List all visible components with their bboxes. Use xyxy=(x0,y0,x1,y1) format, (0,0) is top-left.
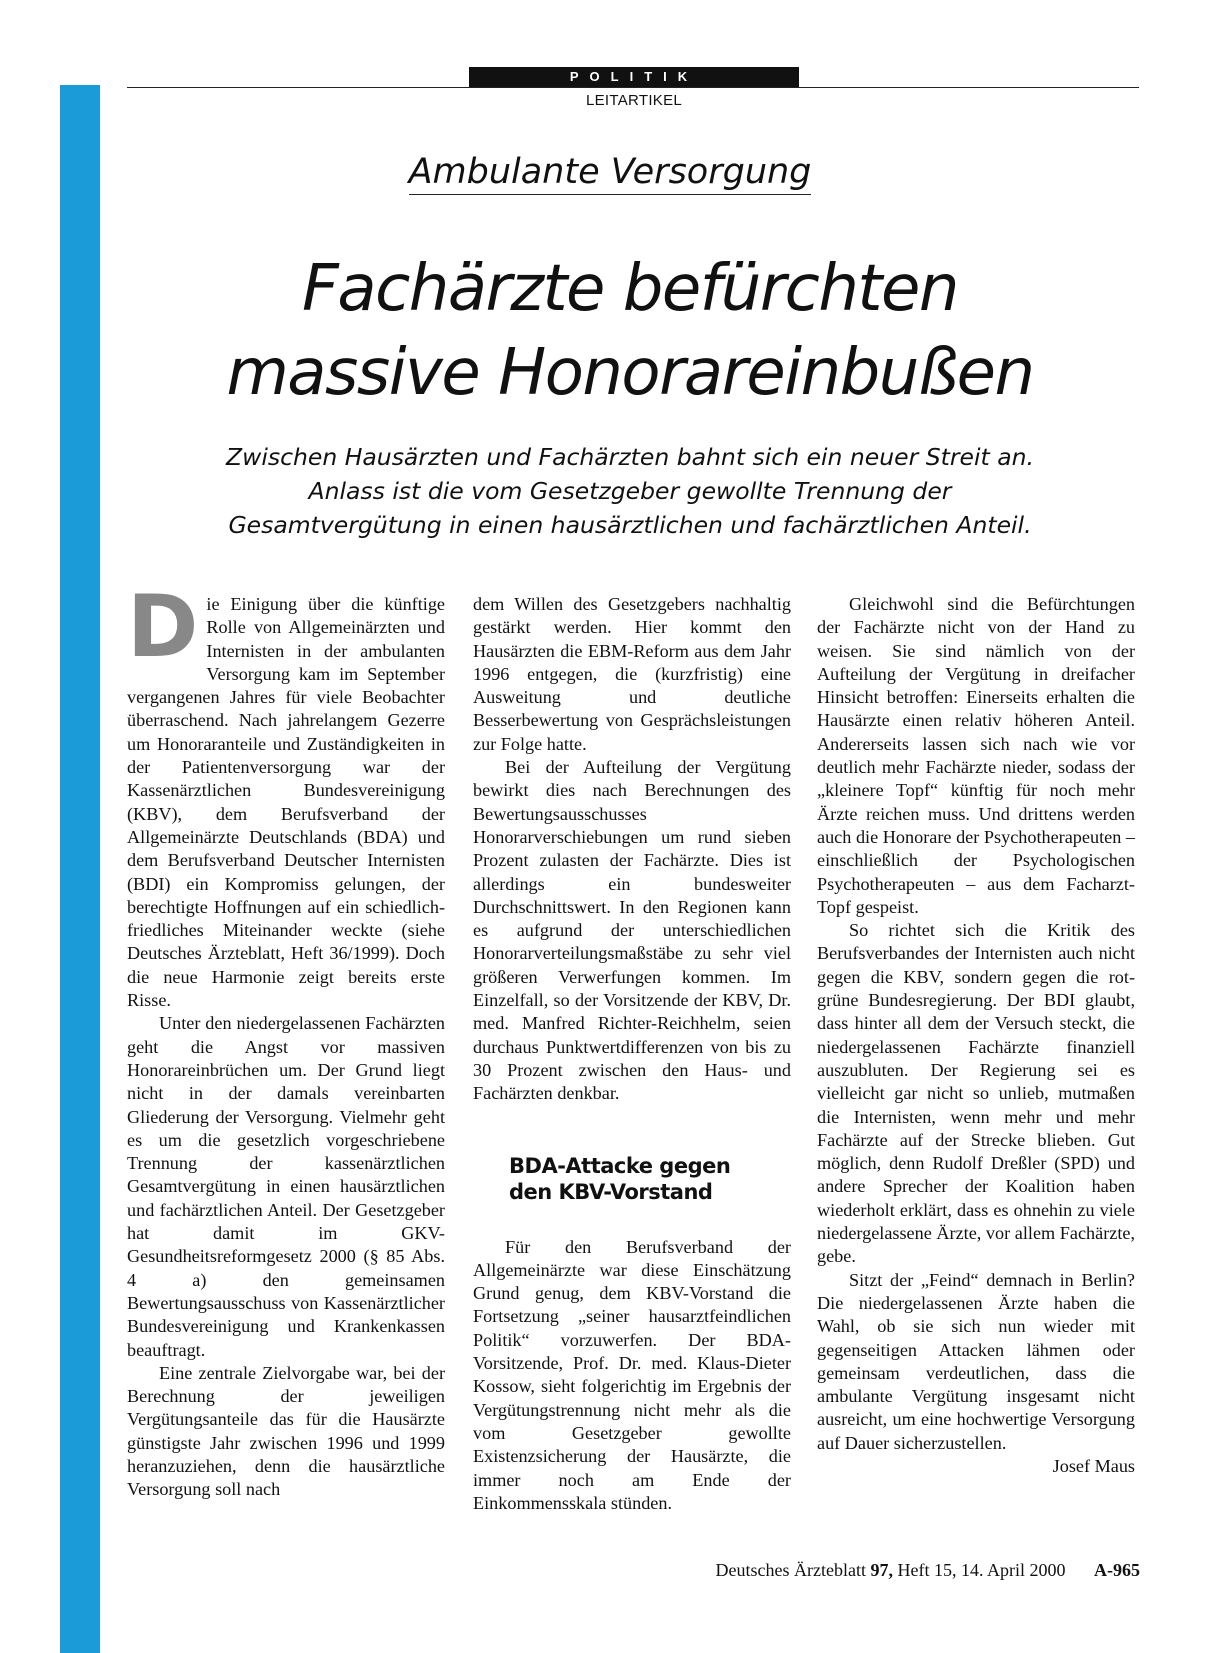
article-deck xyxy=(150,440,1110,542)
issue-info: Heft 15, 14. April 2000 xyxy=(897,1560,1066,1580)
subhead-line-1: BDA-Attacke gegen xyxy=(509,1153,731,1178)
deck-line-1: Zwischen Hausärzten und Fachärzten bahnt sich ein neuer Streit an. xyxy=(226,443,1034,471)
article-kicker xyxy=(300,150,920,194)
headline-line-1: Fachärzte befürchten xyxy=(302,252,958,326)
journal-name: Deutsches Ärzteblatt xyxy=(715,1560,866,1580)
accent-side-bar xyxy=(60,85,100,1653)
paragraph-text: ie Einigung über die künftige Rolle von Allgemeinärzten und Internisten in der ambulanten Versorgung kam im September vergangenen Jahres für viele Beobachter überraschend. Nach jahrelangem Gezerre um Honoraranteile und Zuständigkeiten in der Patientenversorgung war der Kassenärztlichen Bundesvereinigung (KBV), dem Berufsverband der Allgemeinärzte Deutschlands (BDA) und dem Berufsverband Deutscher Internisten (BDI) ein Kompromiss gelungen, der berechtigte Hoffnungen auf ein schiedlich-friedliches Miteinander weckte (siehe Deutsches Ärzteblatt, Heft 36/1999). Doch die neue Harmonie zeigt bereits erste Risse. xyxy=(127,594,445,1011)
paragraph: Für den Berufsverband der Allgemeinärzte war diese Einschätzung Grund genug, dem KBV-Vorstand die Fortsetzung „seiner hausarztfeindlichen Politik“ vorzuwerfen. Der BDA-Vorsitzende, Prof. Dr. med. Klaus-Dieter Kossow, sieht folgerichtig im Ergebnis der Vergütungstrennung nicht mehr als die vom Gesetzgeber gewollte Existenzsicherung der Hausärzte, die immer noch am Ende der Einkommensskala stünden. xyxy=(473,1236,791,1513)
subhead-line-2: den KBV-Vorstand xyxy=(509,1179,713,1204)
deck-line-2: Anlass ist die vom Gesetzgeber gewollte Trennung der xyxy=(308,477,952,505)
headline-line-2: massive Honorareinbußen xyxy=(226,336,1034,410)
section-subhead xyxy=(509,1153,791,1205)
journal-volume: 97, xyxy=(870,1560,893,1580)
page-number: A-965 xyxy=(1094,1560,1140,1580)
article-headline xyxy=(150,247,1110,415)
subsection-label: LEITARTIKEL xyxy=(585,92,683,109)
drop-cap: D xyxy=(127,577,199,677)
paragraph-text: Sitzt der „Feind“ demnach in Berlin? Die niedergelassenen Ärzte haben die Wahl, ob sie sich nun wieder mit gegenseitigen Attacken lähmen oder gemeinsam verdeutlichen, dass die ambulante Vergütung insgesamt nicht ausreicht, um eine hochwertige Versorgung auf Dauer sicherzustellen. xyxy=(817,1269,1135,1453)
paragraph: Gleichwohl sind die Befürchtungen der Fachärzte nicht von der Hand zu weisen. Sie sind nämlich von der Aufteilung der Vergütung in dreifacher Hinsicht betroffen: Einerseits erhalten die Hausärzte einen relativ höheren Anteil. Andererseits lassen sich nach wie vor deutlich mehr Fachärzte nieder, sodass der „kleinere Topf“ künftig für noch mehr Ärzte reichen muss. Und drittens werden auch die Honorare der Psychotherapeuten – einschließlich der Psychologischen Psychotherapeuten – aus dem Facharzt-Topf gespeist. xyxy=(817,594,1135,917)
text-column-2 xyxy=(473,593,791,1515)
author-byline: Josef Maus xyxy=(1052,1455,1135,1476)
paragraph: Eine zentrale Zielvorgabe war, bei der Berechnung der jeweiligen Vergütungsanteile das für die Hausärzte günstigste Jahr zwischen 1996 und 1999 heranzuziehen, denn die hausärztliche Versorgung soll nach xyxy=(127,1362,445,1500)
page-footer xyxy=(600,1560,1140,1581)
text-column-1 xyxy=(127,577,445,1502)
paragraph xyxy=(127,577,445,1012)
paragraph: dem Willen des Gesetzgebers nachhaltig gestärkt werden. Hier kommt den Hausärzten die EBM-Reform aus dem Jahr 1996 entgegen, die (kurzfristig) eine Ausweitung und deutliche Besserbewertung von Gesprächsleistungen zur Folge hatte. xyxy=(473,594,791,754)
header-rule xyxy=(127,87,1139,88)
paragraph: Bei der Aufteilung der Vergütung bewirkt dies nach Berechnungen des Bewertungsausschusses Honorarverschiebungen um rund sieben Prozent zulasten der Fachärzte. Dies ist allerdings ein bundesweiter Durchschnittswert. In den Regionen kann es aufgrund der unterschiedlichen Honorarverteilungsmaßstäbe zu sehr viel größeren Verwerfungen kommen. Im Einzelfall, so der Vorsitzende der KBV, Dr. med. Manfred Richter-Reichhelm, seien durchaus Punktwertdifferenzen von bis zu 30 Prozent zwischen den Haus- und Fachärzten denkbar. xyxy=(473,757,791,1104)
paragraph: So richtet sich die Kritik des Berufsverbandes der Internisten auch nicht gegen die KBV, sondern gegen die rot-grüne Bundesregierung. Der BDI glaubt, dass hinter all dem der Versuch steckt, die niedergelassenen Fachärzte finanziell auszubluten. Der Regierung sei es vielleicht gar nicht so unlieb, mutmaßen die Internisten, wenn mehr und mehr Fachärzte auf der Strecke blieben. Gut möglich, denn Rudolf Dreßler (SPD) und andere Sprecher der Koalition haben wiederholt erklärt, dass es ohnehin zu viele niedergelassene Ärzte, vor allem Fachärzte, gebe. xyxy=(817,920,1135,1267)
paragraph: Unter den niedergelassenen Fachärzten geht die Angst vor massiven Honorareinbrüchen um. Der Grund liegt nicht in der damals vereinbarten Gliederung der Versorgung. Vielmehr geht es um die gesetzlich vorgeschriebene Trennung der kassenärztlichen Gesamtvergütung in einen hausärztlichen und fachärztlichen Anteil. Der Gesetzgeber hat damit im GKV-Gesundheitsreformgesetz 2000 (§ 85 Abs. 4 a) den gemeinsamen Bewertungsausschuss von Kassenärztlicher Bundesvereinigung und Krankenkassen beauftragt. xyxy=(127,1013,445,1360)
paragraph xyxy=(817,1269,1135,1479)
section-label: POLITIK xyxy=(469,67,799,87)
deck-line-3: Gesamtvergütung in einen hausärztlichen und fachärztlichen Anteil. xyxy=(228,511,1032,539)
text-column-3 xyxy=(817,593,1135,1478)
kicker-text: Ambulante Versorgung xyxy=(409,152,812,195)
